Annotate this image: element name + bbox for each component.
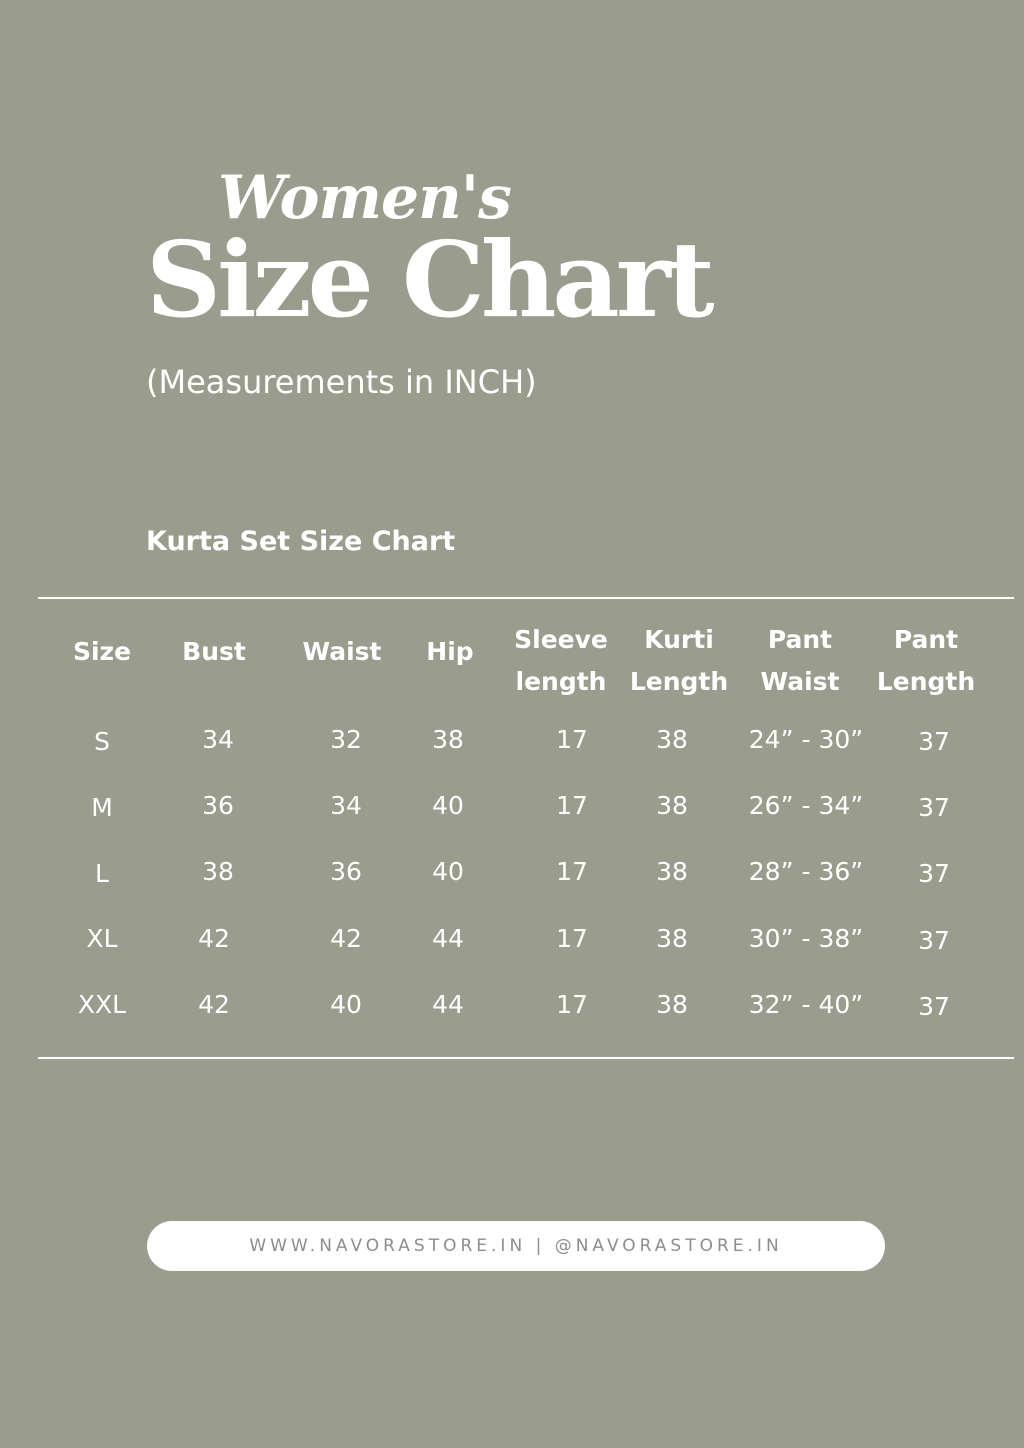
cell-size: S: [94, 727, 110, 756]
footer-contact-banner: [147, 1221, 885, 1271]
cell-pant-waist: 28” - 36”: [748, 857, 864, 886]
cell-size: L: [95, 859, 109, 888]
cell-pant-length: 37: [918, 793, 950, 822]
cell-size: XXL: [77, 990, 127, 1019]
cell-kurti-length: 38: [656, 857, 688, 886]
cell-sleeve-length: 17: [556, 857, 588, 886]
header-sleeve-length: Sleeve length: [514, 625, 608, 696]
cell-bust: 42: [198, 990, 230, 1019]
cell-pant-length: 37: [918, 859, 950, 888]
cell-waist: 42: [330, 924, 362, 953]
footer-contact-text: WWW.NAVORASTORE.IN | @NAVORASTORE.IN: [249, 1236, 783, 1256]
cell-pant-waist: 26” - 34”: [748, 791, 864, 820]
cell-size: XL: [86, 924, 118, 953]
cell-waist: 32: [330, 725, 362, 754]
cell-kurti-length: 38: [656, 791, 688, 820]
header-hip: Hip: [426, 637, 474, 666]
header-pant-length: Pant Length: [876, 625, 976, 696]
header-size: Size: [72, 637, 132, 666]
cell-sleeve-length: 17: [556, 990, 588, 1019]
page-title: Size Chart: [146, 218, 711, 341]
cell-kurti-length: 38: [656, 924, 688, 953]
subtitle: (Measurements in INCH): [146, 363, 537, 401]
table-top-divider: [38, 597, 1014, 599]
cell-waist: 36: [330, 857, 362, 886]
cell-hip: 38: [432, 725, 464, 754]
table-bottom-divider: [38, 1057, 1014, 1059]
cell-waist: 34: [330, 791, 362, 820]
cell-pant-length: 37: [918, 992, 950, 1021]
header-waist: Waist: [302, 637, 382, 666]
cell-pant-waist: 32” - 40”: [748, 990, 864, 1019]
cell-kurti-length: 38: [656, 725, 688, 754]
cell-sleeve-length: 17: [556, 725, 588, 754]
cell-pant-waist: 30” - 38”: [748, 924, 864, 953]
cell-hip: 40: [432, 857, 464, 886]
cell-bust: 34: [202, 725, 234, 754]
cell-bust: 38: [202, 857, 234, 886]
cell-hip: 44: [432, 924, 464, 953]
cell-hip: 44: [432, 990, 464, 1019]
header-bust: Bust: [182, 637, 246, 666]
cell-sleeve-length: 17: [556, 791, 588, 820]
cell-sleeve-length: 17: [556, 924, 588, 953]
cell-waist: 40: [330, 990, 362, 1019]
cell-bust: 36: [202, 791, 234, 820]
cell-hip: 40: [432, 791, 464, 820]
cell-pant-length: 37: [918, 926, 950, 955]
section-title: Kurta Set Size Chart: [146, 526, 456, 557]
cell-bust: 42: [198, 924, 230, 953]
cell-size: M: [91, 793, 113, 822]
header-kurti-length: Kurti Length: [629, 625, 729, 696]
cell-kurti-length: 38: [656, 990, 688, 1019]
cell-pant-length: 37: [918, 727, 950, 756]
title-script: Women's: [218, 163, 511, 233]
header-pant-waist: Pant Waist: [760, 625, 840, 696]
cell-pant-waist: 24” - 30”: [748, 725, 864, 754]
